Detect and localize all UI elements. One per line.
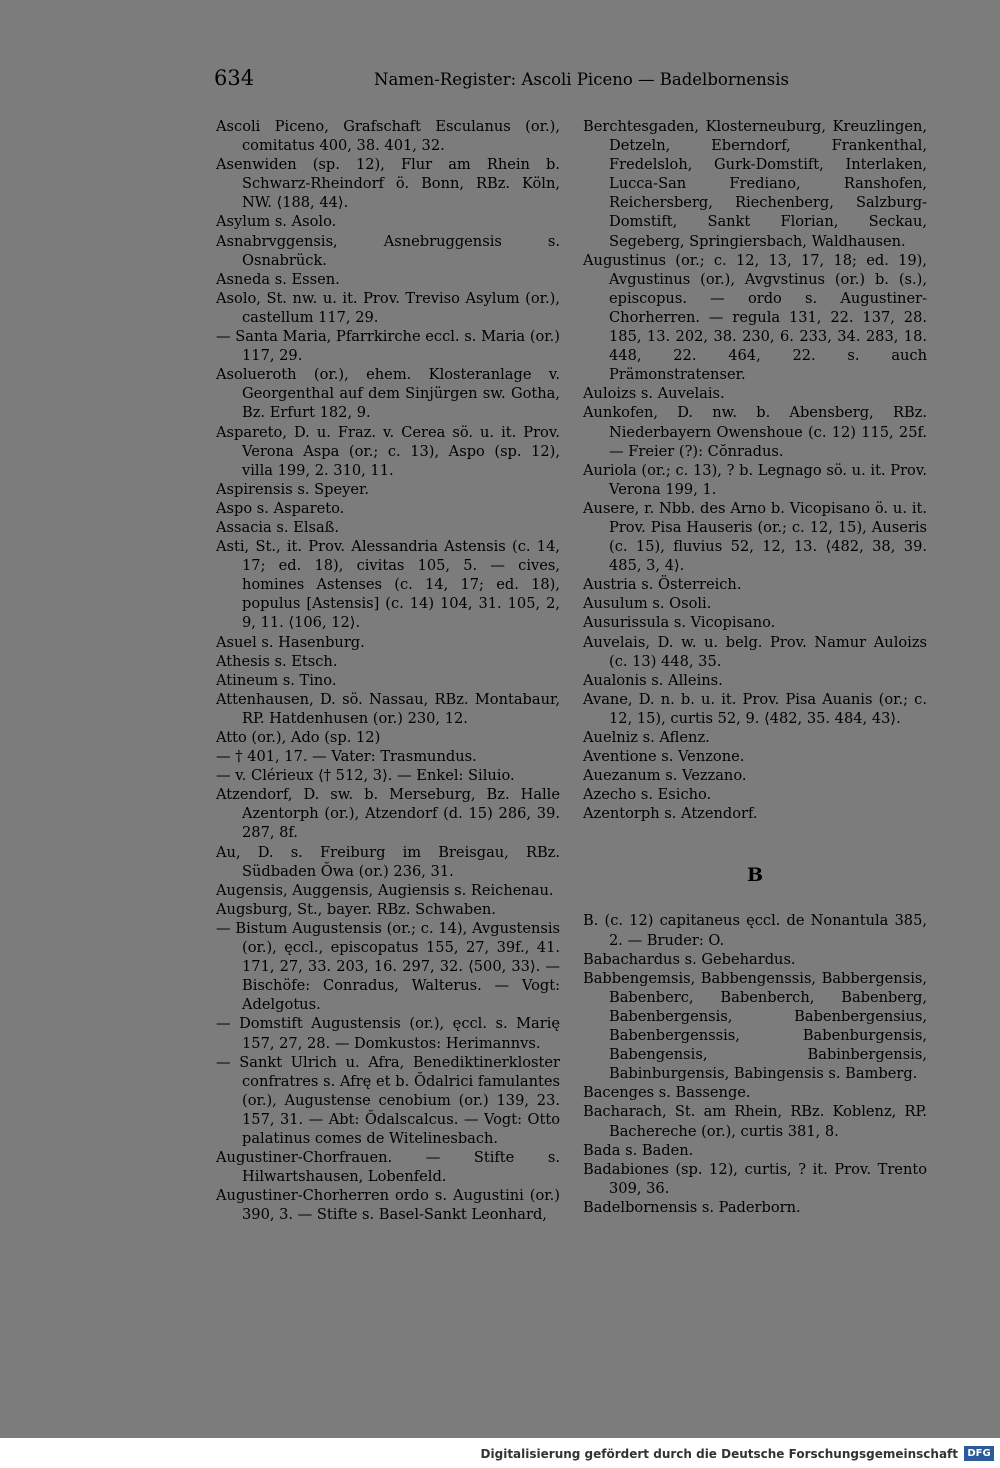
index-entry: Aspirensis s. Speyer. (216, 480, 369, 498)
index-entry: — v. Clérieux ⟨† 512, 3⟩. — Enkel: Siluio. (216, 767, 515, 785)
index-entry: Ausurissula s. Vicopisano. (583, 614, 776, 632)
index-entry: Azecho s. Esicho. (583, 786, 712, 804)
index-entry: B. (c. 12) capitaneus ęccl. de Nonantula 385, 2. — Bruder: O. (583, 912, 927, 949)
index-entry: Auelniz s. Aflenz. (583, 729, 710, 746)
index-entry: Berchtesgaden, Klosterneuburg, Kreuzlingen, Detzeln, Eberndorf, Frankenthal, Fredelsloh, Gurk-Domstift, Interlaken, Lucca-San Frediano, Ranshofen, Reichersberg, Riechenberg, Salzburg-Domstift, Sankt Florian, Seckau, Segeberg, Springiersbach, Waldhausen. (583, 118, 927, 250)
index-entry: Asenwiden (sp. 12), Flur am Rhein b. Schwarz-Rheindorf ö. Bonn, RBz. Köln, NW. ⟨188, 44⟩. (216, 156, 560, 212)
index-entry: Babachardus s. Gebehardus. (583, 950, 796, 968)
index-entry: Augensis, Auggensis, Augiensis s. Reichenau. (216, 881, 554, 899)
index-entry: Augustinus (or.; c. 12, 13, 17, 18; ed. 19), Avgustinus (or.), Avgvstinus (or.) b. (s.), episcopus. — ordo s. Augustiner-Chorherren. — regula 131, 22. 137, 28. 185, 13. 202, 38. 230, 6. 233, 34. 283, 18. 448, 22. 464, 22. s. auch Prämonstratenser. (583, 251, 927, 384)
index-entry: Auvelais, D. w. u. belg. Prov. Namur Auloizs (c. 13) 448, 35. (583, 633, 927, 670)
footer-bar (0, 1438, 1000, 1468)
index-entry: Aspo s. Aspareto. (216, 499, 345, 517)
index-entry: Augustiner-Chorfrauen. — Stifte s. Hilwartshausen, Lobenfeld. (216, 1149, 560, 1186)
index-entry: Attenhausen, D. sö. Nassau, RBz. Montabaur, RP. Hatdenhusen (or.) 230, 12. (216, 690, 560, 727)
index-entry: — Domstift Augustensis (or.), ęccl. s. Marię 157, 27, 28. — Domkustos: Herimannvs. (216, 1015, 560, 1052)
index-entry: Atineum s. Tino. (216, 671, 337, 689)
index-entry: Ascoli Piceno, Grafschaft Esculanus (or.), comitatus 400, 38. 401, 32. (216, 118, 560, 155)
index-entry: Badelbornensis s. Paderborn. (583, 1198, 801, 1216)
index-entry: Bacenges s. Bassenge. (583, 1084, 751, 1102)
index-entry: Aualonis s. Alleins. (583, 671, 723, 689)
index-entry: Auezanum s. Vezzano. (583, 767, 747, 785)
index-entry: Auloizs s. Auvelais. (583, 385, 725, 403)
index-entry: Aunkofen, D. nw. b. Abensberg, RBz. Niederbayern Owenshoue (c. 12) 115, 25f. — Freier (?): Cŏnradus. (583, 404, 927, 460)
index-entry: Auriola (or.; c. 13), ? b. Legnago sö. u. it. Prov. Verona 199, 1. (583, 461, 927, 498)
index-entry: — Bistum Augustensis (or.; c. 14), Avgustensis (or.), ęccl., episcopatus 155, 27, 39f., 41. 171, 27, 33. 203, 16. 297, 32. ⟨500, 33⟩. — Bischöfe: Conradus, Walterus. — Vogt: Adelgotus. (216, 919, 560, 1014)
index-entry: — † 401, 17. — Vater: Trasmundus. (216, 748, 477, 766)
index-entry: Asylum s. Asolo. (216, 213, 337, 231)
left-column (216, 117, 560, 1224)
index-entry: Avane, D. n. b. u. it. Prov. Pisa Auanis (or.; c. 12, 15), curtis 52, 9. ⟨482, 35. 484, 43⟩. (583, 690, 927, 727)
index-entry: Athesis s. Etsch. (216, 652, 338, 670)
index-entry: Ausulum s. Osoli. (583, 595, 712, 613)
right-column (583, 117, 927, 1217)
index-entry: Ausere, r. Nbb. des Arno b. Vicopisano ö. u. it. Prov. Pisa Hauseris (or.; c. 12, 15), Auseris (c. 15), fluvius 52, 12, 13. ⟨482, 38, 39. 485, 3, 4⟩. (583, 499, 927, 575)
section-letter: B (746, 864, 764, 887)
index-entry: Babbengemsis, Babbengenssis, Babbergensis, Babenberc, Babenberch, Babenberg, Babenbergensis, Babenbergensius, Babenbergenssis, Babenburgensis, Babengensis, Babinbergensis, Babinburgensis, Babingensis s. Bamberg. (583, 969, 927, 1083)
running-head: Namen-Register: Ascoli Piceno — Badelbornensis (374, 70, 789, 89)
index-entry: Asti, St., it. Prov. Alessandria Astensis (c. 14, 17; ed. 18), civitas 105, 5. — cives, homines Astenses (c. 14, 17; ed. 18), populus [Astensis] (c. 14) 104, 31. 105, 2, 9, 11. ⟨106, 12⟩. (216, 538, 560, 632)
index-entry: Aventione s. Venzone. (583, 748, 745, 766)
index-entry: Augsburg, St., bayer. RBz. Schwaben. (216, 900, 496, 918)
index-entry: Azentorph s. Atzendorf. (583, 805, 758, 823)
index-entry: Atto (or.), Ado (sp. 12) (216, 729, 381, 746)
index-entry: Atzendorf, D. sw. b. Merseburg, Bz. Halle Azentorph (or.), Atzendorf (d. 15) 286, 39. 287, 8f. (216, 786, 560, 842)
index-entry: Asnabrvggensis, Asnebruggensis s. Osnabrück. (216, 232, 560, 269)
right-column-entries (583, 117, 927, 823)
index-entry: Augustiner-Chorherren ordo s. Augustini (or.) 390, 3. — Stifte s. Basel-Sankt Leonhard, (216, 1187, 560, 1224)
dfg-logo: DFG (964, 1446, 994, 1461)
section-b-entries (583, 911, 927, 1217)
index-entry: Asolo, St. nw. u. it. Prov. Treviso Asylum (or.), castellum 117, 29. (216, 289, 560, 326)
page-number: 634 (214, 66, 255, 90)
index-entry: — Sankt Ulrich u. Afra, Benediktinerkloster confratres s. Afrę et b. Ŏdalrici famulantes (or.), Augustense cenobium (or.) 139, 23. 157, 31. — Abt: Ŏdalscalcus. — Vogt: Otto palatinus comes de Witelinesbach. (216, 1053, 560, 1147)
index-entry: — Santa Maria, Pfarrkirche eccl. s. Maria (or.) 117, 29. (216, 328, 560, 365)
index-entry: Austria s. Österreich. (583, 576, 742, 594)
index-entry: Bada s. Baden. (583, 1141, 694, 1159)
index-entry: Asneda s. Essen. (216, 270, 340, 288)
index-entry: Asolueroth (or.), ehem. Klosteranlage v. Georgenthal auf dem Sinjürgen sw. Gotha, Bz. Erfurt 182, 9. (216, 366, 560, 422)
index-entry: Aspareto, D. u. Fraz. v. Cerea sö. u. it. Prov. Verona Aspa (or.; c. 13), Aspo (sp. 12), villa 199, 2. 310, 11. (216, 423, 560, 479)
index-entry: Badabiones (sp. 12), curtis, ? it. Prov. Trento 309, 36. (583, 1160, 927, 1197)
index-entry: Asuel s. Hasenburg. (216, 633, 365, 651)
index-entry: Au, D. s. Freiburg im Breisgau, RBz. Südbaden Ŏwa (or.) 236, 31. (216, 843, 560, 880)
index-entry: Bacharach, St. am Rhein, RBz. Koblenz, RP. Bachereche (or.), curtis 381, 8. (583, 1103, 927, 1140)
index-entry: Assacia s. Elsaß. (216, 518, 340, 536)
funding-credit: Digitalisierung gefördert durch die Deutsche Forschungsgemeinschaft (480, 1447, 958, 1461)
